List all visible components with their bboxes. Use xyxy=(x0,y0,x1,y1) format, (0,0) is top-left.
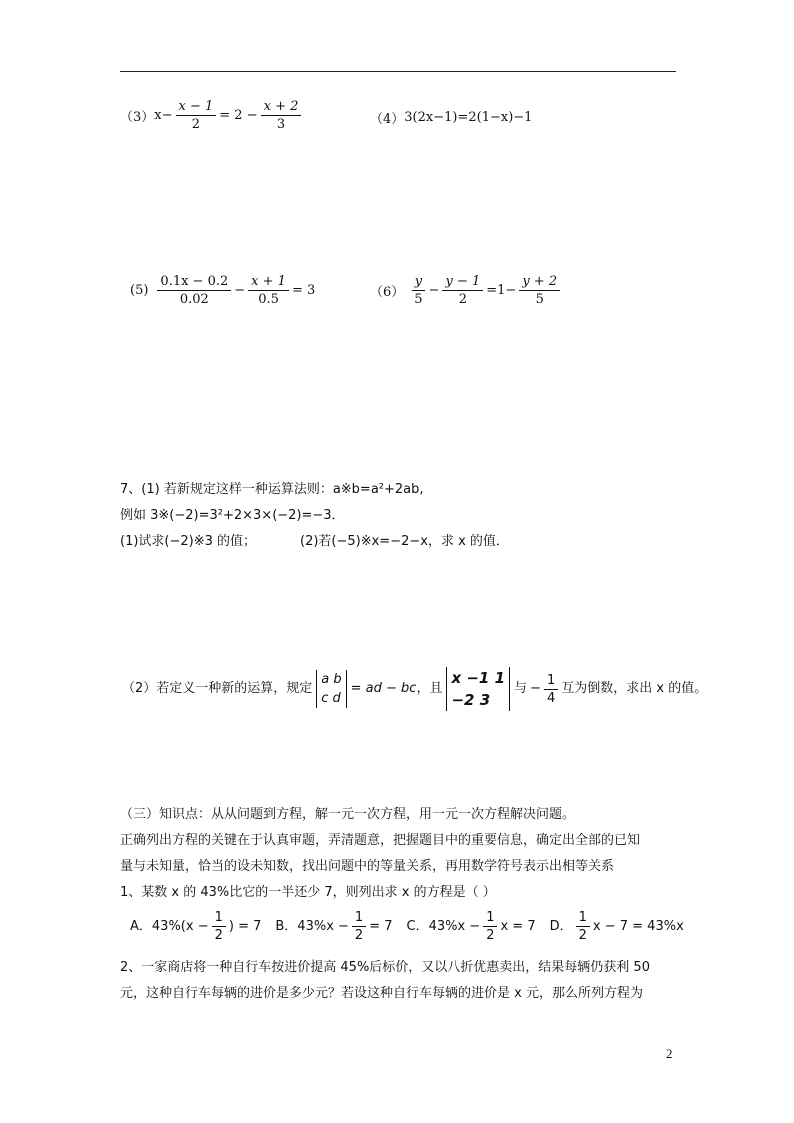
denominator: 2 xyxy=(214,928,223,943)
determinant-row: c d xyxy=(321,691,341,706)
equation-label: （4） xyxy=(370,112,405,127)
choice-term: 43%x − xyxy=(297,918,349,934)
choice-term: x = 7 xyxy=(500,918,536,934)
numerator: y xyxy=(412,273,425,291)
determinant-abcd xyxy=(316,670,346,708)
choice-label: D． xyxy=(549,918,573,934)
denominator: 5 xyxy=(414,292,423,307)
question-7-line-2: 例如 3※(−2)=3²+2×3×(−2)=−3． xyxy=(120,508,345,523)
fraction xyxy=(519,273,560,308)
numerator: 1 xyxy=(352,909,366,927)
fraction xyxy=(442,273,483,308)
choice-label: C． xyxy=(406,918,429,934)
denominator: 0.5 xyxy=(258,292,279,307)
determinant-x xyxy=(446,667,510,711)
fraction-quarter xyxy=(544,672,558,707)
denominator: 2 xyxy=(191,117,201,132)
page-number: 2 xyxy=(666,1046,673,1061)
fraction xyxy=(212,909,226,944)
numerator: 1 xyxy=(212,909,226,927)
question-2-line-2: 元，这种自行车每辆的进价是多少元？若设这种自行车每辆的进价是 x 元，那么所列方程为 xyxy=(120,986,643,1001)
question-1-stem: 1、某数 x 的 43%比它的一半还少 7，则列出求 x 的方程是（ ） xyxy=(120,885,496,900)
question-1-choices xyxy=(130,909,684,944)
denominator: 5 xyxy=(535,292,544,307)
equation-label: （3） xyxy=(120,110,155,125)
equation-4 xyxy=(370,108,532,127)
equation-label: (5) xyxy=(130,283,149,298)
choice-label: B． xyxy=(275,918,298,934)
numerator: x + 1 xyxy=(248,273,289,291)
choice-a xyxy=(130,909,261,944)
numerator: 1 xyxy=(483,909,497,927)
question-7-part-1: (1)试求(−2)※3 的值； xyxy=(120,534,257,549)
choice-b xyxy=(275,909,392,944)
determinant-row: x −1 1 xyxy=(451,669,506,687)
denominator: 2 xyxy=(354,928,364,943)
choice-term: 43%(x − xyxy=(151,918,209,934)
equation-label: （6） xyxy=(370,285,405,300)
numerator: 1 xyxy=(544,672,558,690)
question-2-line-1: 2、一家商店将一种自行车按进价提高 45%后标价，又以八折优惠卖出，结果每辆仍获利 50 xyxy=(120,960,650,975)
section-3-paragraph-line-2: 量与未知量，恰当的设未知数，找出问题中的等量关系，再用数学符号表示出相等关系 xyxy=(120,859,615,874)
minus-sign: − xyxy=(234,283,246,298)
fraction xyxy=(483,909,497,944)
conjunction: ，且 xyxy=(416,681,443,696)
numerator: 1 xyxy=(576,909,590,927)
fraction xyxy=(411,273,425,308)
choice-term: x − 7 = 43%x xyxy=(592,918,684,934)
fraction xyxy=(248,273,289,308)
numerator: y − 1 xyxy=(442,273,483,291)
question-7-line-1: 7、(1) 若新规定这样一种运算法则：a※b=a²+2ab, xyxy=(120,482,424,497)
choice-term: 43%x − xyxy=(428,918,481,934)
choice-term: ) = 7 xyxy=(228,918,262,934)
question-7b xyxy=(122,667,707,711)
fraction xyxy=(576,909,590,944)
minus-sign: − xyxy=(530,681,541,696)
denominator: 4 xyxy=(546,690,556,706)
choice-term: = 7 xyxy=(369,918,393,934)
question-7-part-2: (2)若(−5)※x=−2−x，求 x 的值． xyxy=(300,534,509,549)
determinant-formula: = ad − bc xyxy=(350,681,417,696)
numerator: x + 2 xyxy=(261,98,302,116)
section-3-paragraph-line-1: 正确列出方程的关键在于认真审题，弄清题意，把握题目中的重要信息，确定出全部的已知 xyxy=(120,833,641,848)
numerator: 0.1x − 0.2 xyxy=(157,273,231,291)
section-3-heading: （三）知识点：从从问题到方程，解一元一次方程，用一元一次方程解决问题。 xyxy=(120,807,576,822)
fraction xyxy=(352,909,366,944)
denominator: 2 xyxy=(578,928,587,943)
choice-d xyxy=(550,909,684,944)
equation-rhs: = 3 xyxy=(291,283,316,298)
equation-text: 3(2x−1)=2(1−x)−1 xyxy=(404,110,533,125)
equation-term: = 2 − xyxy=(219,108,258,123)
fraction xyxy=(157,273,231,308)
determinant-row: a b xyxy=(321,672,342,687)
choice-c xyxy=(407,909,536,944)
equation-5 xyxy=(130,273,315,308)
header-rule xyxy=(120,71,676,72)
denominator: 2 xyxy=(486,928,495,943)
equation-3 xyxy=(120,98,304,133)
equation-6 xyxy=(370,273,563,308)
equation-term: =1− xyxy=(486,283,517,298)
numerator: y + 2 xyxy=(519,273,560,291)
conjunction: 与 xyxy=(514,681,528,696)
fraction xyxy=(176,98,217,133)
question-7b-prefix: （2）若定义一种新的运算，规定 xyxy=(122,681,313,696)
fraction xyxy=(261,98,302,133)
denominator: 2 xyxy=(458,292,467,307)
choice-label: A． xyxy=(130,918,152,934)
question-7b-suffix: 互为倒数，求出 x 的值。 xyxy=(561,681,708,696)
numerator: x − 1 xyxy=(176,98,217,116)
denominator: 3 xyxy=(276,117,286,132)
minus-sign: − xyxy=(428,283,440,298)
denominator: 0.02 xyxy=(179,292,209,307)
determinant-row: −2 3 xyxy=(451,691,491,709)
equation-term: x− xyxy=(154,108,173,123)
